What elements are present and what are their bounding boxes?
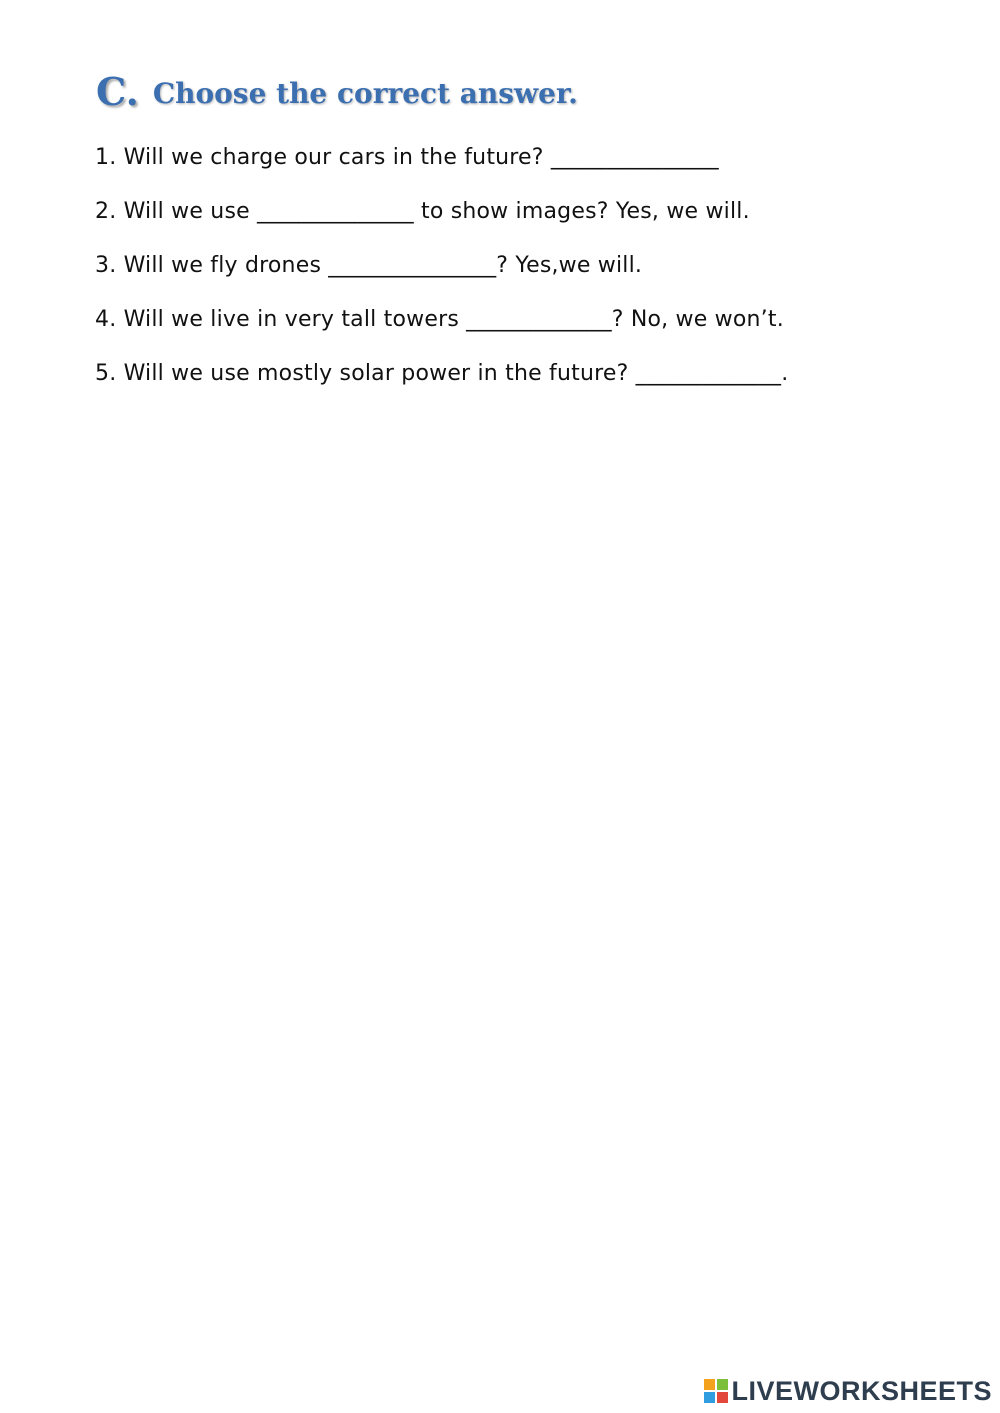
question-2: 2. Will we use ______________ to show images? Yes, we will. (95, 199, 750, 224)
section-heading (96, 69, 578, 114)
question-4: 4. Will we live in very tall towers _____________? No, we won’t. (95, 307, 784, 332)
logo-block-2 (717, 1379, 728, 1390)
section-instruction: Choose the correct answer. (152, 77, 578, 110)
question-3: 3. Will we fly drones _______________? Yes,we will. (95, 253, 643, 278)
brand-name: LIVEWORKSHEETS (731, 1376, 992, 1406)
section-letter: C. (96, 69, 139, 114)
liveworksheets-logo (704, 1376, 992, 1406)
question-list (95, 141, 895, 411)
logo-block-4 (717, 1392, 728, 1403)
liveworksheets-logo-icon (704, 1379, 728, 1403)
question-1: 1. Will we charge our cars in the future? _______________ (95, 145, 719, 170)
question-5: 5. Will we use mostly solar power in the future? _____________. (95, 361, 789, 386)
logo-block-1 (704, 1379, 715, 1390)
logo-block-3 (704, 1392, 715, 1403)
